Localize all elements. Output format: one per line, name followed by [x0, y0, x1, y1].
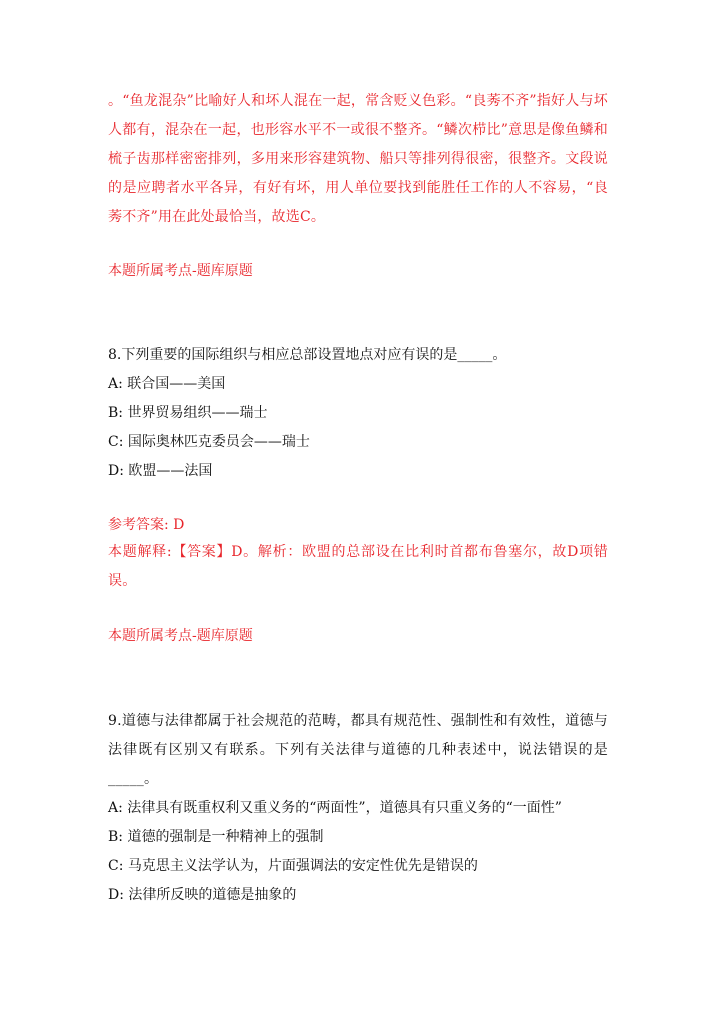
q8-source-block [108, 626, 608, 646]
q9-option-c: C: 马克思主义法学认为，片面强调法的安定性优先是错误的 [108, 858, 478, 874]
q8-block [108, 341, 608, 486]
q8-option-c: C: 国际奥林匹克委员会——瑞士 [108, 434, 310, 450]
q7-source-block [108, 261, 608, 281]
q9-option-b: B: 道德的强制是一种精神上的强制 [108, 829, 324, 845]
q7-explanation: 。“鱼龙混杂”比喻好人和坏人混在一起，常含贬义色彩。“良莠不齐”指好人与坏人都有，混杂在一起，也形容水平不一或很不整齐。“鳞次栉比”意思是像鱼鳞和梳子齿那样密密排列，多用来形容建筑物、船只等排列得很密，很整齐。文段说的是应聘者水平各异，有好有坏，用人单位要找到能胜任工作的人不容易，“良莠不齐”用在此处最恰当，故选C。 [108, 93, 608, 225]
q8-option-a: A: 联合国——美国 [108, 376, 226, 392]
q7-source-tag: 本题所属考点-题库原题 [108, 263, 253, 279]
q8-answer: 参考答案: D [108, 517, 185, 533]
q8-answer-block [108, 511, 608, 596]
q8-explanation: 本题解释:【答案】D。解析：欧盟的总部设在比利时首都布鲁塞尔，故D项错误。 [108, 544, 608, 589]
q8-option-d: D: 欧盟——法国 [108, 463, 213, 479]
q8-question: 8.下列重要的国际组织与相应总部设置地点对应有误的是_____。 [108, 347, 507, 363]
q9-option-d: D: 法律所反映的道德是抽象的 [108, 887, 297, 903]
q8-option-b: B: 世界贸易组织——瑞士 [108, 405, 268, 421]
q9-option-a: A: 法律具有既重权利又重义务的“两面性”，道德具有只重义务的“一面性” [108, 800, 562, 816]
q7-explanation-block [108, 87, 608, 232]
q9-question: 9.道德与法律都属于社会规范的范畴，都具有规范性、强制性和有效性，道德与法律既有区别又有联系。下列有关法律与道德的几种表述中，说法错误的是_____。 [108, 713, 608, 787]
q8-source-tag: 本题所属考点-题库原题 [108, 628, 253, 644]
q9-block [108, 707, 608, 910]
